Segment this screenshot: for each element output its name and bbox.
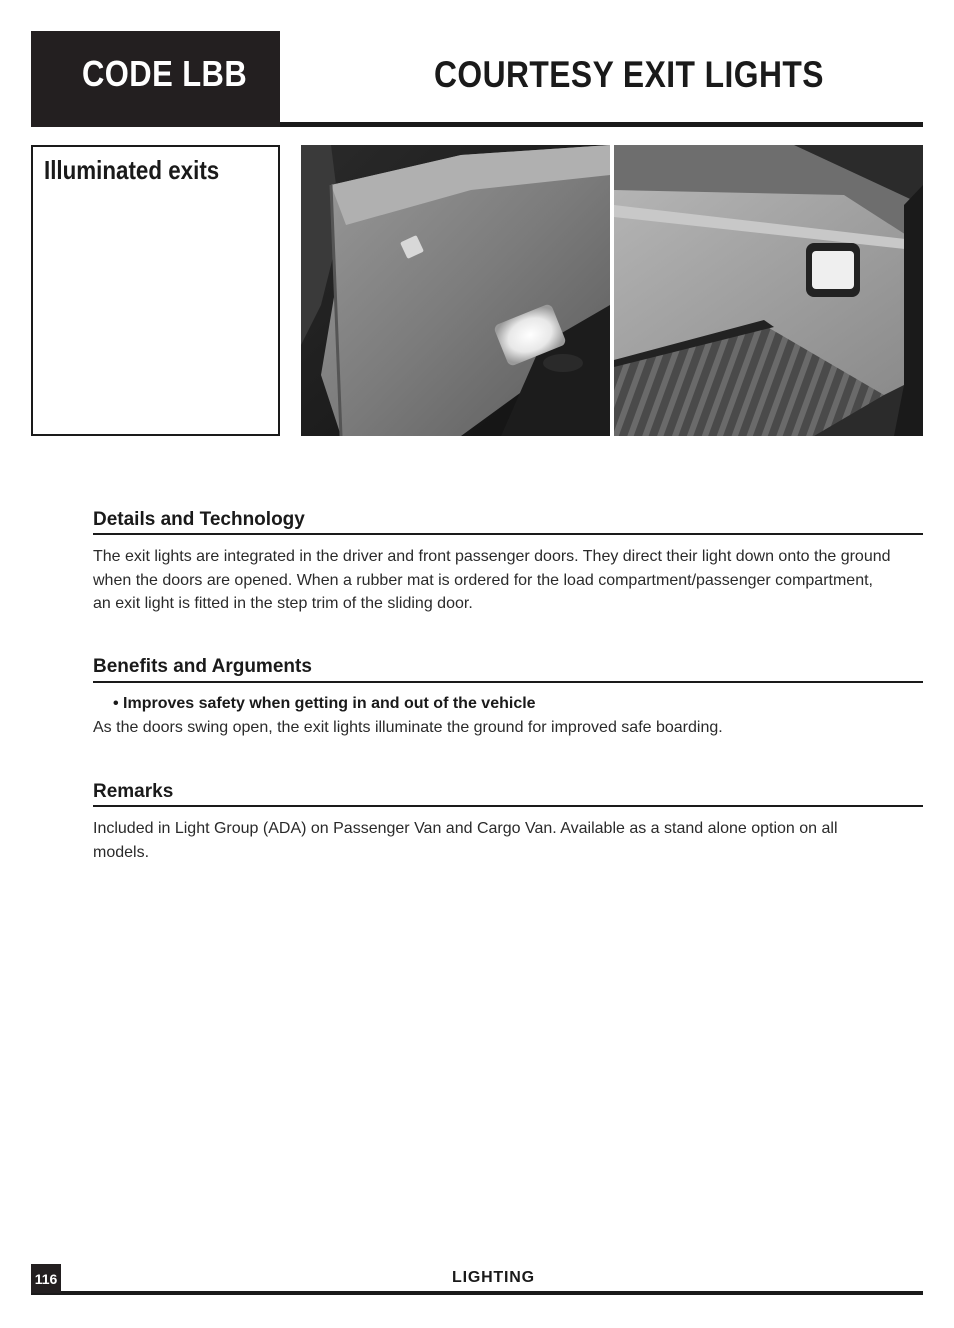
details-body: The exit lights are integrated in the driver and front passenger doors. They direct their light down onto the ground when the doors are opened. When a rubber mat is ordered for the load compartment/passenger compartment, an exit light is fitted in the step trim of the sliding door. [93,548,891,612]
footer-rule [31,1291,923,1295]
page-number-badge [31,1264,61,1293]
benefits-body: As the doors swing open, the exit lights illuminate the ground for improved safe boarding. [93,719,723,736]
caption-box [31,145,280,436]
page-number: 116 [34,1271,58,1287]
code-badge [31,31,280,127]
details-rule [93,533,923,535]
benefit-bullet: • Improves safety when getting in and out of the vehicle [113,695,536,712]
details-heading: Details and Technology [93,509,305,530]
caption-title: Illuminated exits [44,155,220,185]
section-label: LIGHTING [452,1269,535,1286]
remarks-heading: Remarks [93,781,174,802]
remarks-body: Included in Light Group (ADA) on Passenger Van and Cargo Van. Available as a stand alone option on all models. [93,820,838,861]
title-rule [280,122,923,127]
benefits-rule [93,681,923,683]
step-exit-light-photo [614,145,923,436]
page-title: COURTESY EXIT LIGHTS [434,54,824,95]
option-code: CODE LBB [82,53,248,94]
benefits-heading: Benefits and Arguments [93,656,312,677]
door-exit-light-photo [301,145,610,436]
remarks-rule [93,805,923,807]
